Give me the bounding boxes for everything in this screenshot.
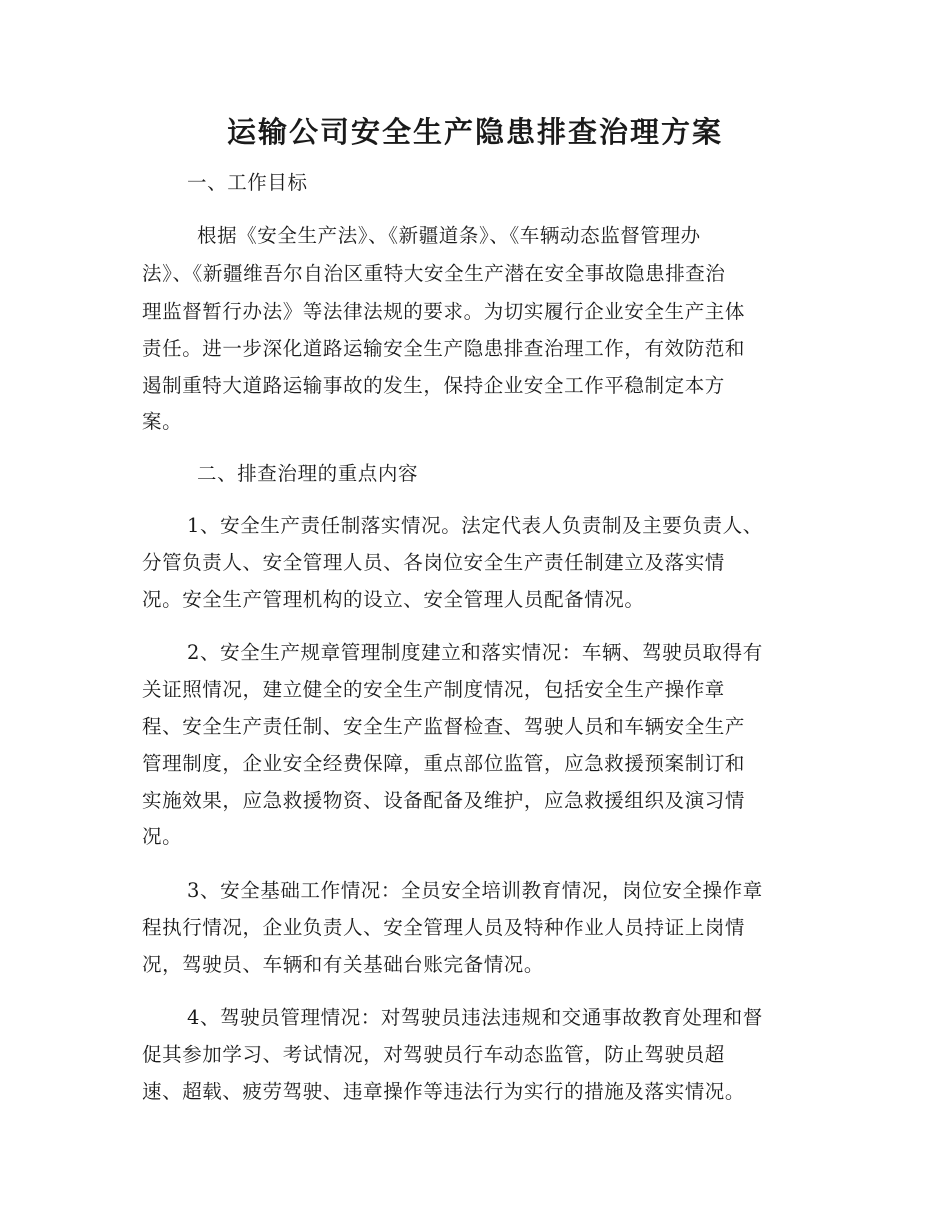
paragraph-line: 程、安全生产责任制、安全生产监督检查、驾驶人员和车辆安全生产 [142, 715, 746, 738]
paragraph-line: 实施效果，应急救援物资、设备配备及维护，应急救援组织及演习情 [142, 789, 746, 812]
paragraph-line: 况。安全生产管理机构的设立、安全管理人员配备情况。 [142, 588, 645, 611]
paragraph-line: 促其参加学习、考试情况，对驾驶员行车动态监管，防止驾驶员超 [142, 1043, 725, 1066]
section-heading-key-content: 二、排查治理的重点内容 [197, 462, 419, 485]
paragraph-line: 况。 [142, 825, 183, 848]
paragraph-line: 速、超载、疲劳驾驶、违章操作等违法行为实行的措施及落实情况。 [142, 1080, 746, 1103]
paragraph-line: 理监督暂行办法》等法律法规的要求。为切实履行企业安全生产主体 [142, 300, 746, 323]
paragraph-line: 关证照情况，建立健全的安全生产制度情况，包括安全生产操作章 [142, 678, 725, 701]
paragraph-line: 3、安全基础工作情况：全员安全培训教育情况，岗位安全操作章 [187, 879, 763, 902]
paragraph-line: 1、安全生产责任制落实情况。法定代表人负责制及主要负责人、 [187, 514, 763, 537]
paragraph-line: 管理制度，企业安全经费保障，重点部位监管，应急救援预案制订和 [142, 752, 746, 775]
paragraph-line: 分管负责人、安全管理人员、各岗位安全生产责任制建立及落实情 [142, 551, 725, 574]
paragraph-line: 根据《安全生产法》、《新疆道条》、《车辆动态监督管理办 [197, 224, 701, 247]
paragraph-line: 2、安全生产规章管理制度建立和落实情况：车辆、驾驶员取得有 [187, 641, 763, 664]
paragraph-line: 法》、《新疆维吾尔自治区重特大安全生产潜在安全事故隐患排查治 [142, 262, 726, 285]
section-heading-work-goal: 一、工作目标 [187, 171, 308, 194]
paragraph-line: 况，驾驶员、车辆和有关基础台账完备情况。 [142, 953, 545, 976]
paragraph-line: 程执行情况，企业负责人、安全管理人员及特种作业人员持证上岗情 [142, 916, 746, 939]
paragraph-line: 案。 [142, 410, 183, 433]
paragraph-line: 4、驾驶员管理情况：对驾驶员违法违规和交通事故教育处理和督 [187, 1006, 763, 1029]
paragraph-line: 遏制重特大道路运输事故的发生，保持企业安全工作平稳制定本方 [142, 374, 725, 397]
document-title: 运输公司安全生产隐患排查治理方案 [226, 115, 723, 149]
paragraph-line: 责任。进一步深化道路运输安全生产隐患排查治理工作，有效防范和 [142, 337, 746, 360]
